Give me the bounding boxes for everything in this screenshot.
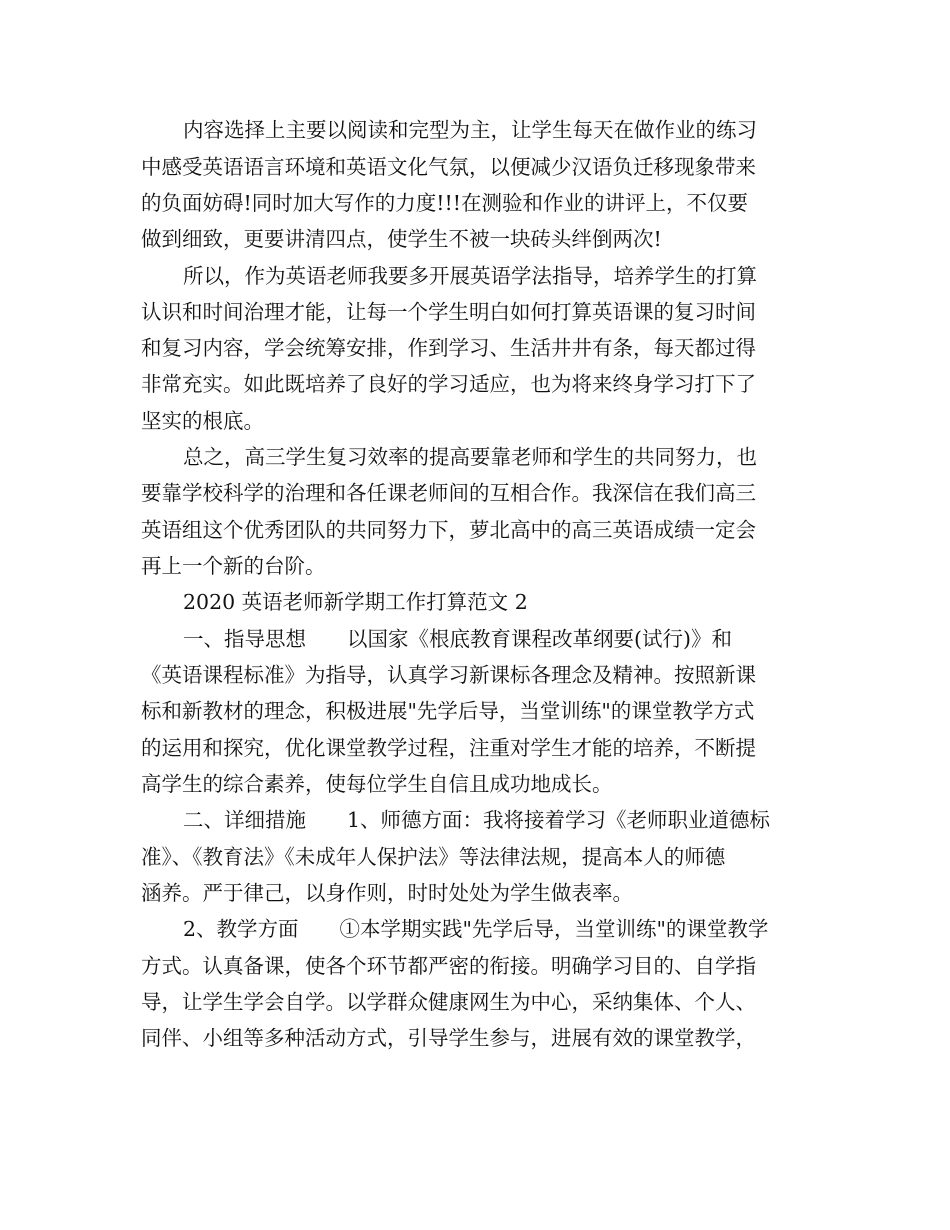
text-line-25: 导，让学生学会自学。以学群众健康网生为中心，采纳集体、个人、 bbox=[141, 990, 756, 1014]
text-line-1: 内容选择上主要以阅读和完型为主，让学生每天在做作业的练习 bbox=[183, 118, 757, 142]
text-line-4: 做到细致，更要讲清四点，使学生不被一块砖头绊倒两次! bbox=[141, 227, 662, 251]
text-line-6: 认识和时间治理才能，让每一个学生明白如何打算英语课的复习时间 bbox=[141, 300, 756, 324]
text-line-26: 同伴、小组等多种活动方式，引导学生参与，进展有效的课堂教学， bbox=[141, 1026, 756, 1050]
text-line-8: 非常充实。如此既培养了良好的学习适应，也为将来终身学习打下了 bbox=[141, 372, 756, 396]
text-line-16: 《英语课程标准》为指导，认真学习新课标各理念及精神。按照新课 bbox=[141, 663, 756, 687]
text-line-13: 再上一个新的台阶。 bbox=[141, 554, 326, 578]
text-line-11: 要靠学校科学的治理和各任课老师间的互相合作。我深信在我们高三 bbox=[141, 481, 756, 505]
text-line-12: 英语组这个优秀团队的共同努力下，萝北高中的高三英语成绩一定会 bbox=[141, 518, 756, 542]
text-line-10: 总之，高三学生复习效率的提高要靠老师和学生的共同努力，也 bbox=[183, 445, 757, 469]
text-line-18: 的运用和探究，优化课堂教学过程，注重对学生才能的培养，不断提 bbox=[141, 736, 756, 760]
text-line-20: 二、详细措施 1、师德方面：我将接着学习《老师职业道德标 bbox=[183, 808, 771, 832]
text-line-3: 的负面妨碍!同时加大写作的力度!!!在测验和作业的讲评上，不仅要 bbox=[141, 191, 748, 215]
text-line-21: 准》、《教育法》《未成年人保护法》等法律法规，提高本人的师德 bbox=[141, 845, 726, 869]
text-line-19: 高学生的综合素养，使每位学生自信且成功地成长。 bbox=[141, 772, 613, 796]
text-line-7: 和复习内容，学会统筹安排，作到学习、生活井井有条，每天都过得 bbox=[141, 336, 756, 360]
text-line-15: 一、指导思想 以国家《根底教育课程改革纲要(试行)》和 bbox=[183, 627, 732, 651]
section-heading: 2020 英语老师新学期工作打算范文 2 bbox=[183, 590, 528, 614]
text-line-23: 2、教学方面 ①本学期实践"先学后导，当堂训练"的课堂教学 bbox=[183, 917, 769, 941]
text-line-2: 中感受英语语言环境和英语文化气氛，以便减少汉语负迁移现象带来 bbox=[141, 155, 756, 179]
text-line-9: 坚实的根底。 bbox=[141, 409, 264, 433]
text-line-5: 所以，作为英语老师我要多开展英语学法指导，培养学生的打算 bbox=[183, 264, 757, 288]
text-line-17: 标和新教材的理念，积极进展"先学后导，当堂训练"的课堂教学方式 bbox=[141, 699, 755, 723]
text-line-24: 方式。认真备课，使各个环节都严密的衔接。明确学习目的、自学指 bbox=[141, 954, 756, 978]
text-line-22: 涵养。严于律己，以身作则，时时处处为学生做表率。 bbox=[141, 881, 633, 905]
